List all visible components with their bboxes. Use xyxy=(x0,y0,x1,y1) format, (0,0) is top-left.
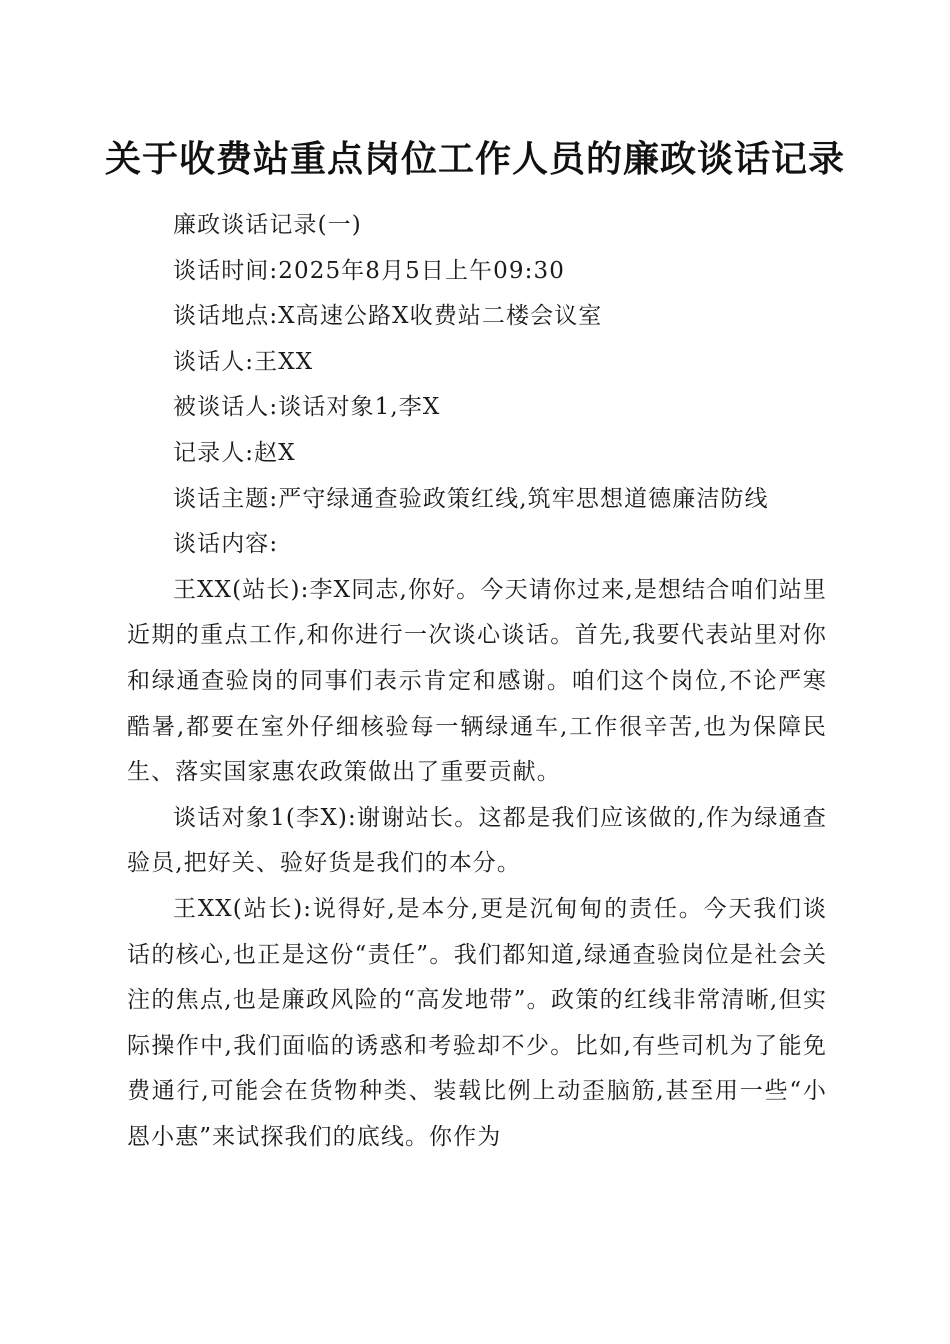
talk-topic: 谈话主题:严守绿通查验政策红线,筑牢思想道德廉洁防线 xyxy=(173,485,769,512)
interviewer: 谈话人:王XX xyxy=(173,348,314,375)
document-body xyxy=(127,203,827,1160)
recorder: 记录人:赵X xyxy=(173,439,296,466)
record-label: 廉政谈话记录(一) xyxy=(173,212,362,238)
paragraph-1: 王XX(站长):李X同志,你好。今天请你过来,是想结合咱们站里近期的重点工作,和你进行一次谈心谈话。首先,我要代表站里对你和绿通查验岗的同事们表示肯定和感谢。咱们这个岗位,不论严寒酷暑,都要在室外仔细核验每一辆绿通车,工作很辛苦,也为保障民生、落实国家惠农政策做出了重要贡献。 xyxy=(127,576,827,786)
paragraph-2: 谈话对象1(李X):谢谢站长。这都是我们应该做的,作为绿通查验员,把好关、验好货是我们的本分。 xyxy=(127,804,827,877)
paragraph-3: 王XX(站长):说得好,是本分,更是沉甸甸的责任。今天我们谈话的核心,也正是这份“责任”。我们都知道,绿通查验岗位是社会关注的焦点,也是廉政风险的“高发地带”。政策的红线非常清晰,但实际操作中,我们面临的诱惑和考验却不少。比如,有些司机为了能免费通行,可能会在货物种类、装载比例上动歪脑筋,甚至用一些“小恩小惠”来试探我们的底线。你作为 xyxy=(127,895,827,1150)
content-label: 谈话内容: xyxy=(173,531,279,558)
talk-place: 谈话地点:X高速公路X收费站二楼会议室 xyxy=(173,303,603,330)
interviewee: 被谈话人:谈话对象1,李X xyxy=(173,394,441,421)
document-title: 关于收费站重点岗位工作人员的廉政谈话记录 xyxy=(104,139,845,180)
talk-time: 谈话时间:2025年8月5日上午09:30 xyxy=(173,257,565,284)
